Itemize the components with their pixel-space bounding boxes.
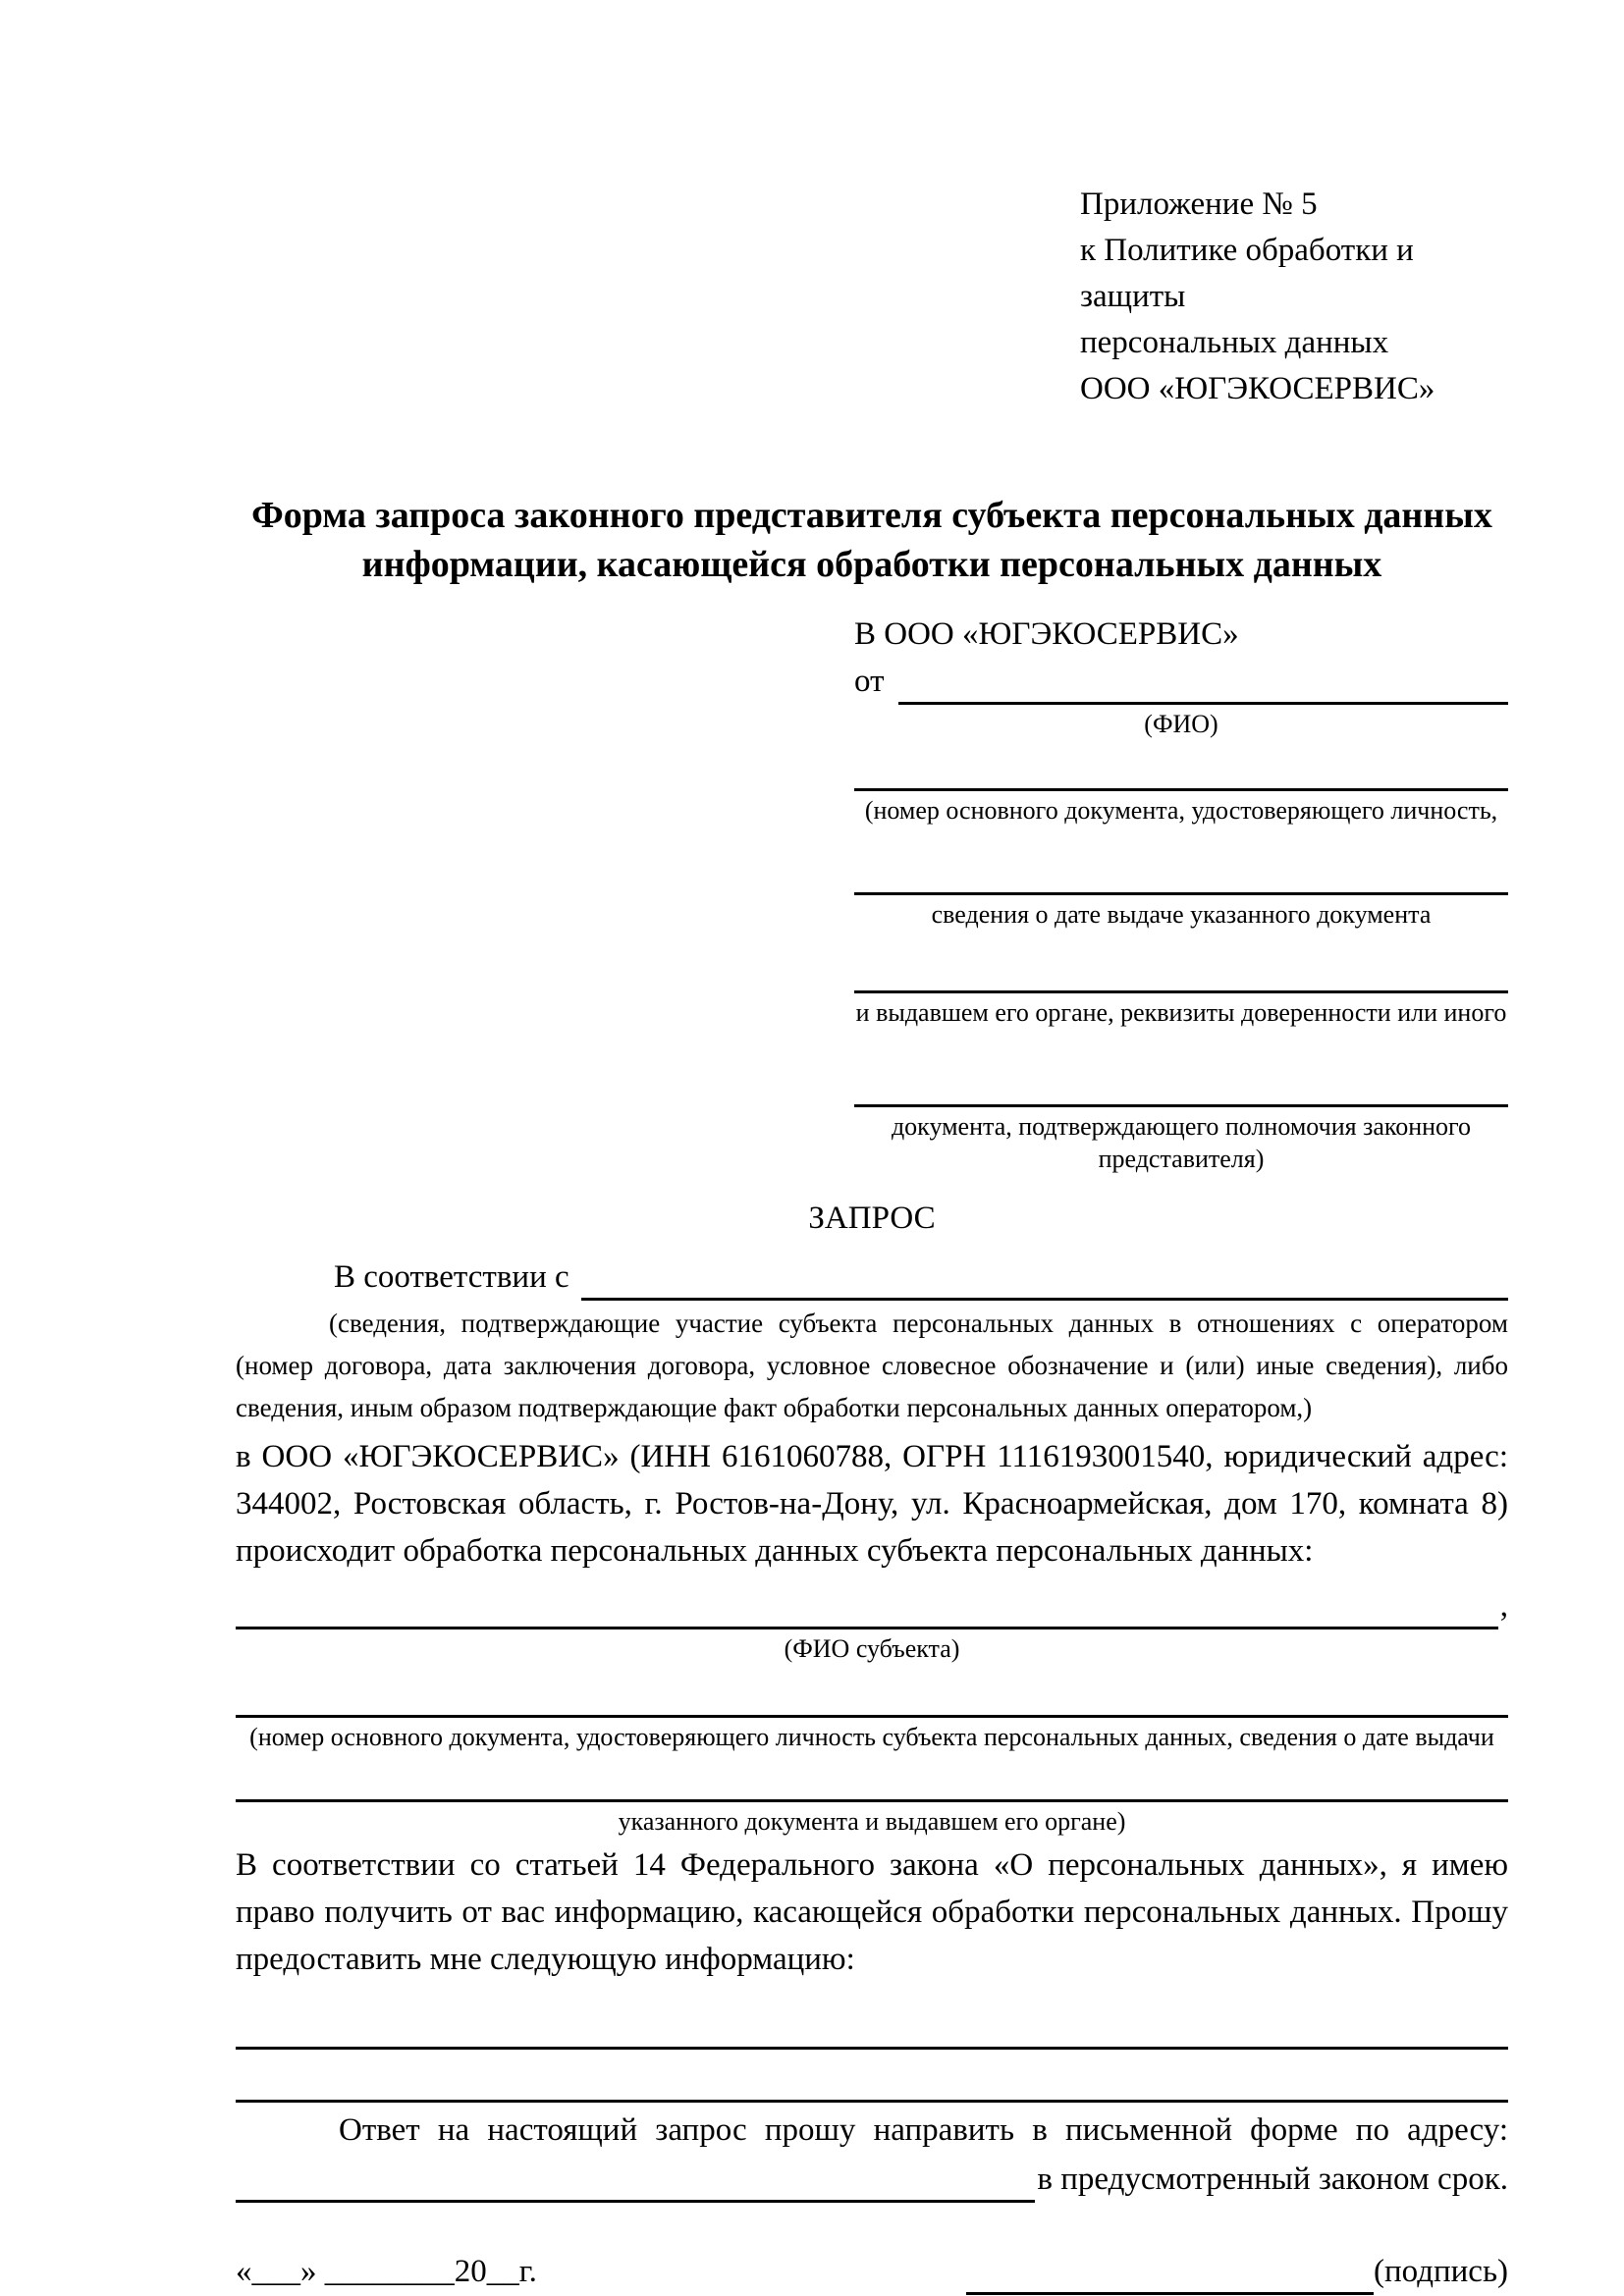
- reply-deadline-text: в предусмотренный законом срок.: [1037, 2162, 1508, 2197]
- doc-authority-caption: документа, подтверждающего полномочия законного представителя): [891, 1112, 1472, 1173]
- reply-sentence: Ответ на настоящий запрос прошу направить в письменной форме по адресу:: [339, 2112, 1508, 2148]
- subject-doc-blank-line: [236, 1677, 1508, 1718]
- fio-blank-line: [898, 695, 1509, 705]
- requested-info-blank-line-1: [236, 2006, 1508, 2050]
- subject-fio-field-row: [236, 1584, 1508, 1629]
- request-heading: ЗАПРОС: [808, 1201, 936, 1236]
- subject-doc-caption-line2: указанного документа и выдавшем его органе): [618, 1807, 1126, 1836]
- appendix-line: к Политике обработки и защиты: [1080, 233, 1414, 314]
- requested-info-blank-line-2: [236, 2050, 1508, 2103]
- signature-field: [966, 2248, 1508, 2295]
- appendix-line: Приложение № 5: [1080, 187, 1318, 222]
- footer-row: [236, 2248, 1508, 2295]
- signature-blank-line: [966, 2258, 1374, 2295]
- subject-fio-caption: (ФИО субъекта): [784, 1634, 960, 1663]
- basis-prefix: В соответствии с: [334, 1259, 569, 1295]
- date-field: «___» ________20__г.: [236, 2254, 537, 2289]
- appendix-reference-block: [1080, 182, 1508, 412]
- appendix-line: персональных данных: [1080, 325, 1389, 360]
- doc-issue-date-blank-line: [854, 827, 1508, 895]
- subject-fio-blank-line: [236, 1620, 1498, 1629]
- document-title-line1: Форма запроса законного представителя субъекта персональных данных: [251, 495, 1492, 536]
- rights-paragraph: В соответствии со статьей 14 Федерального закона «О персональных данных», я имею право получить от вас информацию, касающейся обработки персональных данных. Прошу предоставить мне следующую информацию:: [236, 1847, 1508, 1977]
- doc-issue-date-caption: сведения о дате выдаче указанного документа: [931, 900, 1432, 929]
- document-title-line2: информации, касающейся обработки персональных данных: [361, 544, 1382, 585]
- reply-address-blank-line: [236, 2193, 1035, 2203]
- operator-paragraph: в ООО «ЮГЭКОСЕРВИС» (ИНН 6161060788, ОГРН 1116193001540, юридический адрес: 344002, Ростовская область, г. Ростов-на-Дону, ул. Красноармейская, дом 170, комната 8) происходит обработка персональных данных субъекта персональных данных:: [236, 1439, 1508, 1569]
- doc-issuer-caption: и выдавшем его органе, реквизиты доверенности или иного: [855, 998, 1507, 1027]
- signature-caption: (подпись): [1374, 2254, 1508, 2289]
- fio-caption: (ФИО): [1144, 710, 1218, 738]
- basis-field-row: [236, 1254, 1508, 1301]
- from-field-row: [854, 658, 1508, 705]
- doc-number-blank-line: [854, 740, 1508, 791]
- doc-authority-blank-line: [854, 1029, 1508, 1107]
- addressee-block: [854, 611, 1508, 1175]
- appendix-line: ООО «ЮГЭКОСЕРВИС»: [1080, 371, 1435, 406]
- subject-doc-issuer-blank-line: [236, 1763, 1508, 1802]
- document-title: [236, 491, 1508, 589]
- basis-footnote: (сведения, подтверждающие участие субъекта персональных данных в отношениях с оператором (номер договора, дата заключения договора, условное словесное обозначение и (или) иные сведения), либо сведения, иным образом подтверждающие факт обработки персональных данных оператором,): [236, 1308, 1508, 1422]
- from-label: от: [854, 664, 885, 699]
- basis-blank-line: [581, 1291, 1508, 1301]
- doc-number-caption: (номер основного документа, удостоверяющего личность,: [864, 796, 1498, 825]
- addressee-organization: В ООО «ЮГЭКОСЕРВИС»: [854, 616, 1239, 652]
- subject-fio-comma: ,: [1499, 1588, 1508, 1624]
- subject-doc-caption-line1: (номер основного документа, удостоверяющего личность субъекта персональных данных, сведения о дате выдачи: [249, 1723, 1494, 1751]
- doc-issuer-blank-line: [854, 931, 1508, 993]
- reply-address-field-row: [236, 2158, 1508, 2203]
